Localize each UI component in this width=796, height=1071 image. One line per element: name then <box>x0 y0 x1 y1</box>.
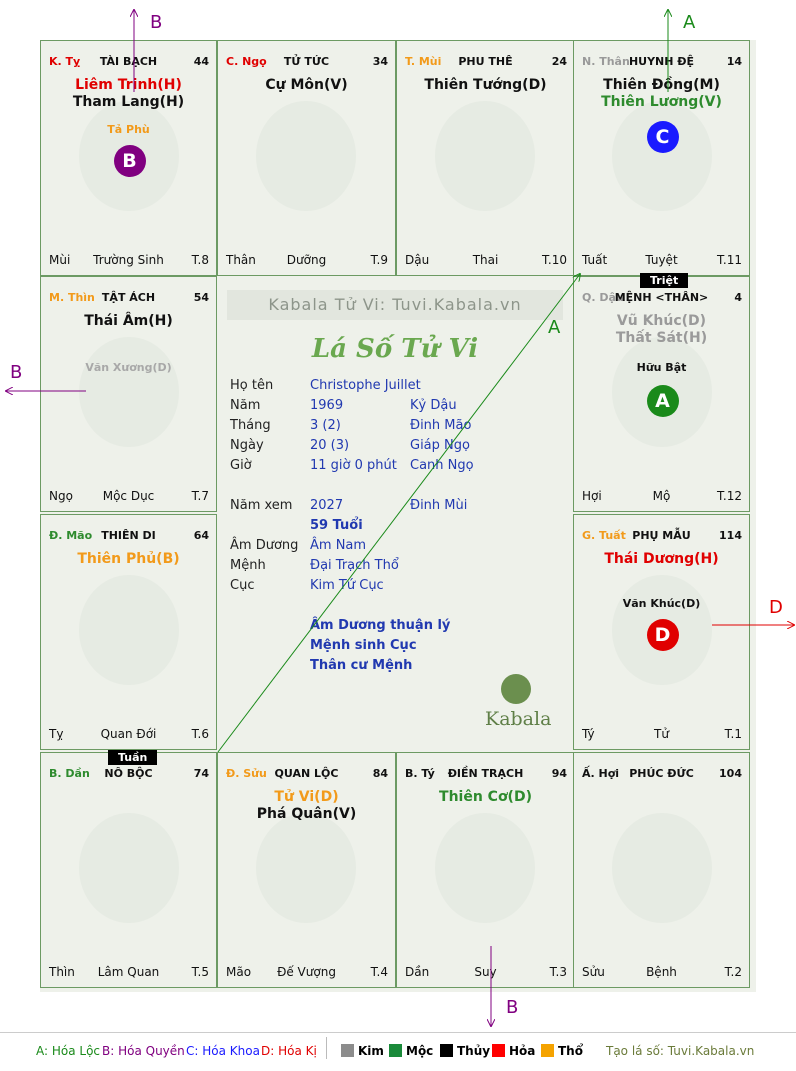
legend-hoa: Hỏa <box>492 1044 535 1058</box>
main-star: Thiên Lương(V) <box>601 94 722 110</box>
palace-name: NÔ BỘC <box>104 767 153 780</box>
palace-branch: Q. Dậu <box>582 291 624 304</box>
palace-bottom-mid: Trường Sinh <box>93 253 164 267</box>
main-star: Thiên Cơ(D) <box>439 789 532 805</box>
palace-bottom-right: T.10 <box>542 253 567 267</box>
palace-number: 44 <box>193 55 209 68</box>
minor-star: Văn Khúc(D) <box>622 597 701 610</box>
transform-badge: B <box>114 145 146 177</box>
nam-xem-value: 2027 <box>310 498 344 513</box>
palace-name: ĐIỀN TRẠCH <box>447 767 524 780</box>
tuan-tag: Tuần <box>108 750 157 765</box>
legend-b: B: Hóa Quyền <box>102 1044 185 1058</box>
main-star: Thất Sát(H) <box>615 330 708 346</box>
thang-label: Tháng <box>230 418 271 433</box>
tuoi-value: 59 Tuổi <box>310 518 363 533</box>
palace-bottom-mid: Lâm Quan <box>97 965 160 979</box>
main-star: Thái Dương(H) <box>604 551 719 567</box>
legend-divider <box>326 1037 327 1059</box>
palace-bottom-mid: Tử <box>654 727 669 741</box>
legend-moc: Mộc <box>389 1044 433 1058</box>
palace-bottom-left: Tuất <box>582 253 608 267</box>
transform-badge: A <box>647 385 679 417</box>
gio-can: Canh Ngọ <box>410 458 474 473</box>
legend-d: D: Hóa Kị <box>261 1044 317 1058</box>
main-star: Phá Quân(V) <box>256 806 357 822</box>
palace-name: THIÊN DI <box>101 529 156 542</box>
minor-star: Tả Phù <box>107 123 150 136</box>
palace-bottom-left: Sửu <box>582 965 605 979</box>
arrow-label-a-mid: A <box>548 317 561 338</box>
palace-number: 74 <box>193 767 209 780</box>
palace-bottom-right: T.12 <box>717 489 742 503</box>
main-star: Tham Lang(H) <box>72 94 185 110</box>
thang-can: Đinh Mão <box>410 418 472 433</box>
main-star: Cự Môn(V) <box>265 77 348 93</box>
palace-number: 94 <box>551 767 567 780</box>
am-duong-value: Âm Nam <box>310 538 367 553</box>
ho-ten-label: Họ tên <box>230 378 274 393</box>
palace-branch: B. Dần <box>49 767 90 780</box>
palace-bottom-left: Mùi <box>49 253 71 267</box>
arrow-label-b-top: B <box>150 12 163 33</box>
palace-bottom-mid: Đế Vượng <box>277 965 336 979</box>
palace-bottom-left: Tý <box>582 727 595 741</box>
palace-name: MỆNH <THÂN> <box>614 291 709 304</box>
gio-value: 11 giờ 0 phút <box>310 458 397 473</box>
main-star: Thiên Phủ(B) <box>77 551 180 567</box>
menh-value: Đại Trạch Thổ <box>310 558 399 573</box>
palace-bottom-mid: Dưỡng <box>286 253 327 267</box>
transform-badge: D <box>647 619 679 651</box>
palace-name: PHỤ MẪU <box>632 529 691 542</box>
palace-bottom-mid: Mộc Dục <box>102 489 155 503</box>
legend-a: A: Hóa Lộc <box>36 1044 101 1058</box>
note-than-menh: Thân cư Mệnh <box>310 658 413 673</box>
palace-bottom-right: T.2 <box>724 965 742 979</box>
palace-branch: C. Ngọ <box>226 55 267 68</box>
palace-bottom-left: Mão <box>226 965 252 979</box>
palace-number: 54 <box>193 291 209 304</box>
palace-bottom-right: T.3 <box>549 965 567 979</box>
palace-bottom-mid: Mộ <box>652 489 671 503</box>
palace-name: HUYNH ĐỆ <box>628 55 695 68</box>
palace-branch: N. Thân <box>582 55 630 68</box>
palace-bottom-mid: Suy <box>474 965 497 979</box>
am-duong-label: Âm Dương <box>230 538 299 553</box>
ngay-can: Giáp Ngọ <box>410 438 470 453</box>
palace-bottom-right: T.9 <box>370 253 388 267</box>
nam-xem-label: Năm xem <box>230 498 293 513</box>
ngay-value: 20 (3) <box>310 438 350 453</box>
palace-name: PHÚC ĐỨC <box>629 767 694 780</box>
legend-kim: Kim <box>341 1044 384 1058</box>
arrow-label-b-bottom: B <box>506 997 519 1018</box>
arrow-label-b-left: B <box>10 362 23 383</box>
note-menh-cuc: Mệnh sinh Cục <box>310 638 417 653</box>
menh-label: Mệnh <box>230 558 266 573</box>
palace-bottom-right: T.8 <box>191 253 209 267</box>
palace-branch: T. Mùi <box>405 55 442 68</box>
palace-bottom-left: Dậu <box>405 253 430 267</box>
nam-can: Kỷ Dậu <box>410 398 457 413</box>
palace-number: 34 <box>372 55 388 68</box>
palace-bottom-mid: Quan Đới <box>100 727 157 741</box>
palace-name: PHU THÊ <box>458 55 513 68</box>
nam-label: Năm <box>230 398 261 413</box>
ho-ten-value: Christophe Juillet <box>310 378 421 393</box>
palace-name: TẬT ÁCH <box>101 291 156 304</box>
note-am-duong: Âm Dương thuận lý <box>310 618 451 633</box>
palace-bottom-right: T.11 <box>717 253 742 267</box>
nam-value: 1969 <box>310 398 344 413</box>
palace-bottom-left: Hợi <box>582 489 602 503</box>
palace-bottom-left: Thìn <box>49 965 75 979</box>
triet-tag: Triệt <box>640 273 688 288</box>
main-star: Thiên Đồng(M) <box>603 77 720 93</box>
cuc-label: Cục <box>230 578 255 593</box>
palace-bottom-mid: Thai <box>472 253 499 267</box>
palace-number: 64 <box>193 529 209 542</box>
palace-bottom-left: Tỵ <box>49 727 64 741</box>
chart-title: Lá Số Tử Vi <box>311 334 479 364</box>
palace-bottom-right: T.1 <box>724 727 742 741</box>
arrow-diagonal <box>218 274 580 752</box>
legend-site: Tạo lá số: Tuvi.Kabala.vn <box>606 1044 755 1058</box>
arrow-label-d-right: D <box>769 597 783 618</box>
palace-branch: Đ. Mão <box>49 529 93 542</box>
palace-branch: G. Tuất <box>582 529 626 542</box>
nam-xem-can: Đinh Mùi <box>410 498 468 513</box>
legend-bar <box>0 1032 796 1071</box>
palace-branch: K. Tỵ <box>49 55 81 68</box>
palace-number: 14 <box>726 55 742 68</box>
watermark-text: Kabala Tử Vi: Tuvi.Kabala.vn <box>227 290 563 320</box>
palace-bottom-left: Dần <box>405 965 430 979</box>
palace-name: QUAN LỘC <box>274 767 339 780</box>
minor-star: Hữu Bật <box>636 361 687 374</box>
palace-number: 4 <box>734 291 742 304</box>
arrow-label-a-top: A <box>683 12 696 33</box>
palace-bottom-right: T.5 <box>191 965 209 979</box>
gio-label: Giờ <box>230 458 252 473</box>
palace-bottom-right: T.7 <box>191 489 209 503</box>
minor-star: Văn Xương(D) <box>85 361 172 374</box>
legend-c: C: Hóa Khoa <box>186 1044 260 1058</box>
palace-bottom-mid: Bệnh <box>646 965 677 979</box>
palace-bottom-mid: Tuyệt <box>645 253 678 267</box>
palace-bottom-left: Ngọ <box>49 489 73 503</box>
palace-number: 114 <box>719 529 742 542</box>
palace-bottom-left: Thân <box>226 253 256 267</box>
palace-name: TÀI BẠCH <box>99 55 158 68</box>
palace-branch: B. Tý <box>405 767 435 780</box>
palace-branch: Đ. Sửu <box>226 767 267 780</box>
kabala-logo-text: Kabala <box>485 708 552 730</box>
main-star: Vũ Khúc(D) <box>616 313 707 329</box>
main-star: Liêm Trinh(H) <box>75 77 182 93</box>
main-star: Thái Âm(H) <box>84 313 173 329</box>
cuc-value: Kim Tứ Cục <box>310 578 384 593</box>
thang-value: 3 (2) <box>310 418 341 433</box>
ngay-label: Ngày <box>230 438 264 453</box>
main-star: Tử Vi(D) <box>274 789 339 805</box>
palace-bottom-right: T.4 <box>370 965 388 979</box>
legend-tho: Thổ <box>541 1044 583 1058</box>
transform-badge: C <box>647 121 679 153</box>
palace-branch: M. Thìn <box>49 291 95 304</box>
main-star: Thiên Tướng(D) <box>424 77 547 93</box>
palace-number: 104 <box>719 767 742 780</box>
palace-number: 84 <box>372 767 388 780</box>
palace-number: 24 <box>551 55 567 68</box>
palace-bottom-right: T.6 <box>191 727 209 741</box>
palace-name: TỬ TỨC <box>283 55 330 68</box>
palace-branch: Ấ. Hợi <box>582 767 620 780</box>
legend-thuy: Thủy <box>440 1044 490 1058</box>
